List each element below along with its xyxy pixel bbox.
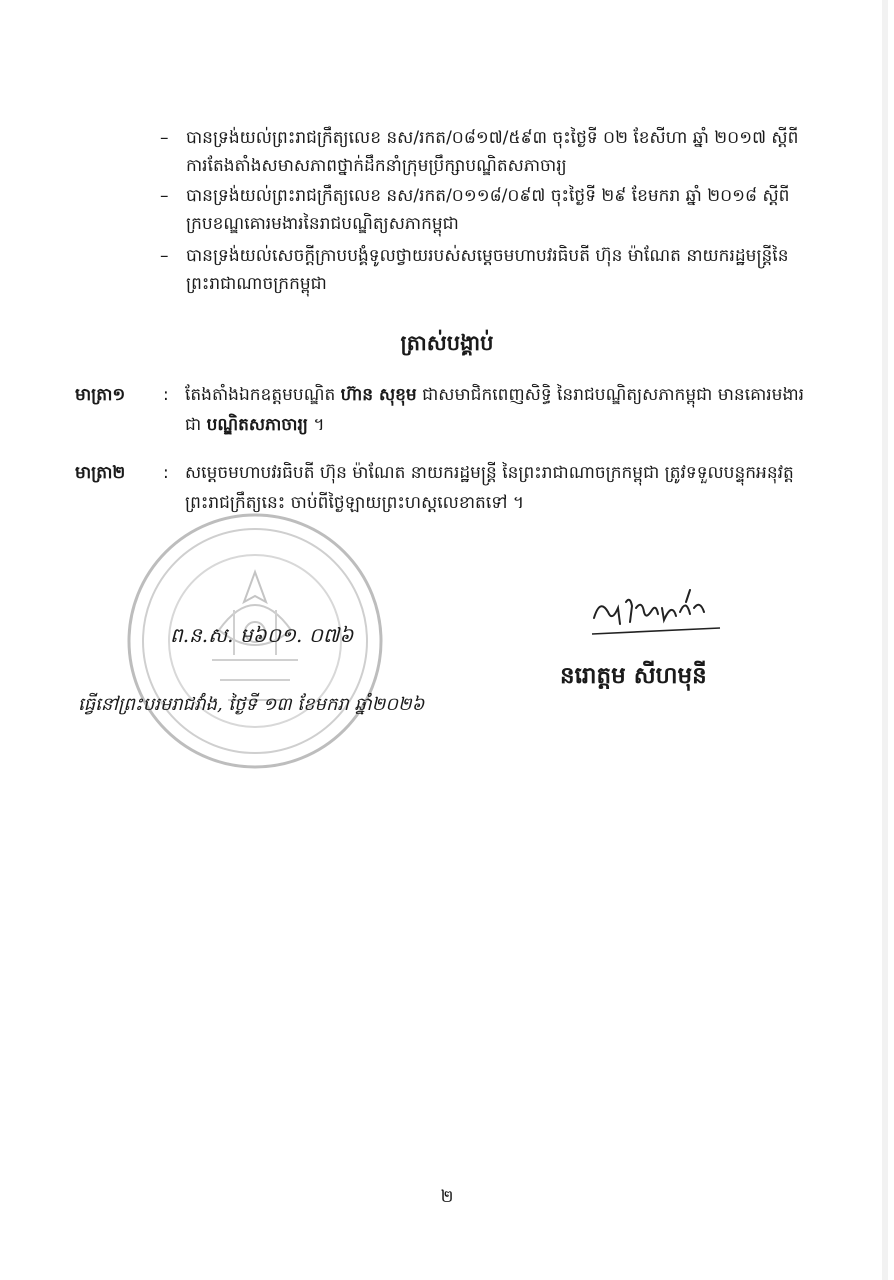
bullet-text: បានទ្រង់យល់ព្រះរាជក្រឹត្យលេខ នស/រកត/០១១៨/០៩៧ ចុះថ្ងៃទី ២៩ ខែមករា ឆ្នាំ ២០១៨ ស្តីពីក្របខណ្ឌគោរមងារនៃរាជបណ្ឌិត្យសភាកម្ពុជា: [186, 186, 790, 234]
bullet-dash: –: [160, 128, 169, 148]
article-colon: :: [163, 385, 169, 405]
reference-number: ព.ន.ស. ម៦០១. ០៧៦: [170, 623, 354, 647]
article-text: ជាសមាជិកពេញសិទ្ធិ នៃរាជបណ្ឌិត្យសភាកម្ពុជា មានគោរមងារជា: [185, 385, 805, 435]
honorific-title: បណ្ឌិតសភាចារ្យ: [206, 415, 308, 435]
article-body: [185, 380, 815, 440]
handwritten-signature: [586, 578, 726, 638]
article-body: សម្តេចមហាបវរធិបតី ហ៊ុន ម៉ាណែត នាយករដ្ឋមន្ត្រី នៃព្រះរាជាណាចក្រកម្ពុជា ត្រូវទទួលបន្ទុកអនុវត្តព្រះរាជក្រឹត្យនេះ ចាប់ពីថ្ងៃឡាយព្រះហស្តលេខាតទៅ ។: [185, 463, 794, 513]
bullet-text: បានទ្រង់យល់សេចក្តីក្រាបបង្គំទូលថ្វាយរបស់សម្តេចមហាបវរធិបតី ហ៊ុន ម៉ាណែត នាយករដ្ឋមន្ត្រីនៃព្រះរាជាណាចក្រកម្ពុជា: [186, 246, 789, 294]
article-text: ។: [307, 415, 325, 435]
bullet-dash: –: [160, 186, 169, 206]
bullet-dash: –: [160, 246, 169, 266]
article-label: មាត្រា២: [75, 463, 126, 483]
page-number: ២: [440, 1187, 454, 1207]
bullet-text: បានទ្រង់យល់ព្រះរាជក្រឹត្យលេខ នស/រកត/០៨១៧/៥៩៣ ចុះថ្ងៃទី ០២ ខែសីហា ឆ្នាំ ២០១៧ ស្តីពីការតែងតាំងសមាសភាពថ្នាក់ដឹកនាំក្រុមប្រឹក្សាបណ្ឌិតសភាចារ្យ: [186, 128, 799, 176]
appointee-name: ហ៊ាន សុខុម: [340, 385, 417, 405]
article-colon: :: [163, 463, 169, 483]
article-text: តែងតាំងឯកឧត្តមបណ្ឌិត: [185, 385, 341, 405]
place-and-date: ធ្វើនៅព្រះបរមរាជវាំង, ថ្ងៃទី ១៣ ខែមករា ឆ្នាំ២០២៦: [78, 694, 425, 715]
signer-name: នរោត្តម សីហមុនី: [560, 663, 707, 689]
article-label: មាត្រា១: [75, 385, 126, 405]
decree-heading: ត្រាស់បង្គាប់: [400, 331, 494, 355]
page-edge-shadow: [882, 0, 888, 1280]
